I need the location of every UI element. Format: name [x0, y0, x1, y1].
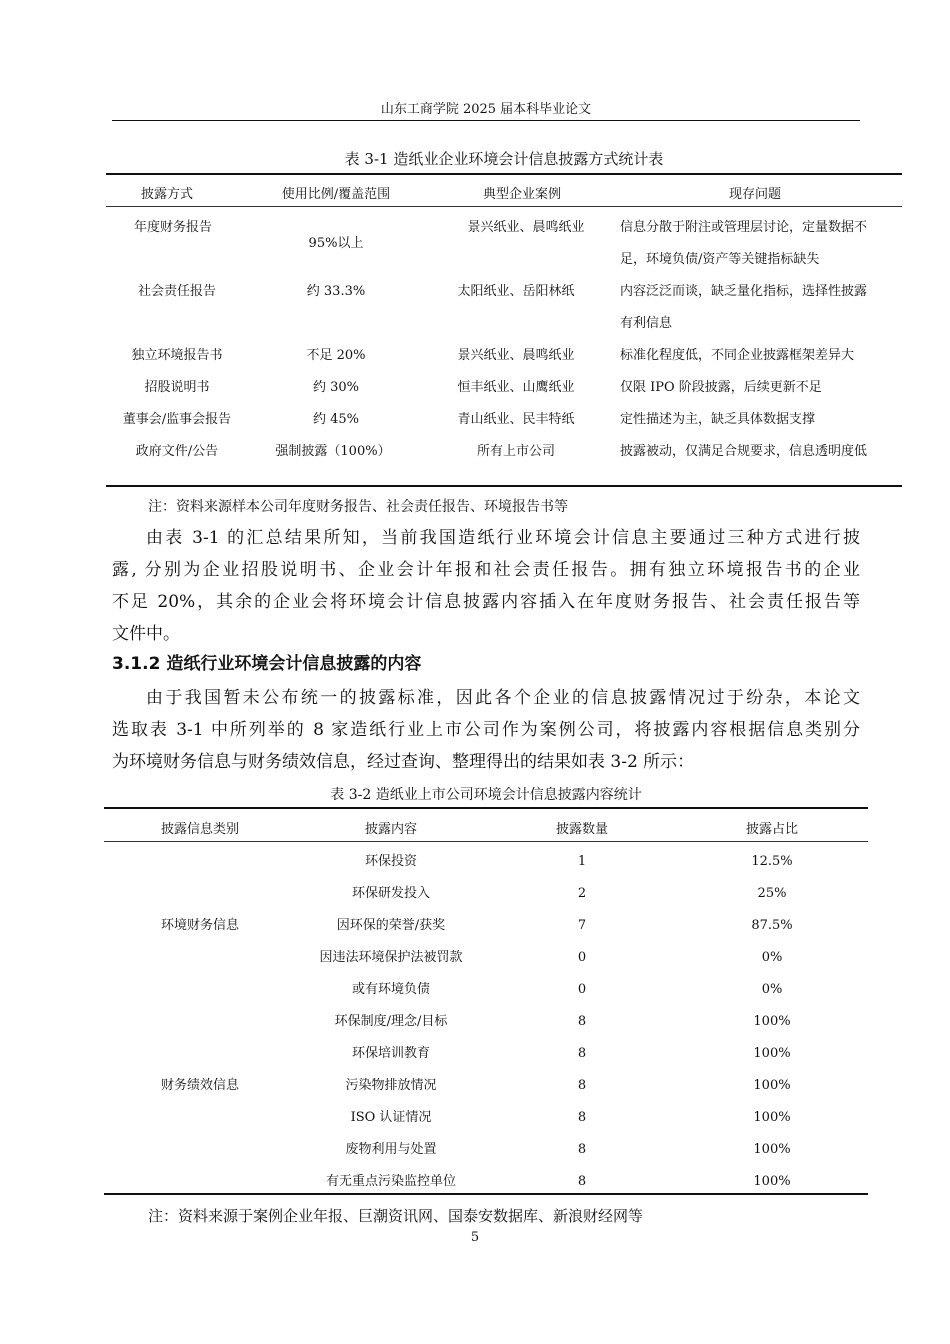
table1-cell-issues: 仅限 IPO 阶段披露，后续更新不足 [620, 380, 822, 395]
table2-cell-content: 环保投资 [364, 854, 418, 869]
table1-cell-ratio: 约 45% [312, 412, 360, 427]
table2-cell-count: 1 [577, 854, 587, 869]
table1-header-rule [106, 206, 902, 207]
table2-category-financial-performance: 财务绩效信息 [160, 1078, 240, 1093]
table2-cell-count: 8 [577, 1078, 587, 1093]
paragraph-line: 文件中。 [112, 624, 180, 644]
table2-cell-count: 8 [577, 1142, 587, 1157]
table1-cell-cases: 景兴纸业、晨鸣纸业 [457, 348, 575, 363]
table2-cell-count: 0 [577, 950, 587, 965]
table1-cell-ratio: 95%以上 [308, 236, 364, 251]
table2-category-env-financial: 环境财务信息 [160, 918, 240, 933]
table2-cell-content: ISO 认证情况 [350, 1110, 432, 1125]
table2-cell-ratio: 87.5% [751, 918, 793, 933]
table2-cell-ratio: 100% [753, 1014, 791, 1029]
table2-cell-ratio: 12.5% [751, 854, 793, 869]
table2-caption: 表 3-2 造纸业上市公司环境会计信息披露内容统计 [330, 787, 642, 803]
table2-cell-ratio: 100% [753, 1110, 791, 1125]
table2-bottom-rule [104, 1193, 868, 1195]
table1-cell-cases: 所有上市公司 [476, 444, 556, 459]
body-paragraph [112, 682, 860, 778]
table2-cell-count: 0 [577, 982, 587, 997]
table1-cell-cases: 恒丰纸业、山鹰纸业 [457, 380, 575, 395]
table1-cell-issues: 信息分散于附注或管理层讨论，定量数据不 [620, 220, 868, 235]
table2-header-rule [104, 841, 868, 842]
table1-col-method: 披露方式 [140, 187, 194, 202]
table2-cell-count: 8 [577, 1110, 587, 1125]
table1-cell-method: 独立环境报告书 [131, 348, 223, 363]
table2-cell-count: 2 [577, 886, 587, 901]
section-heading: 3.1.2 造纸行业环境会计信息披露的内容 [112, 654, 422, 674]
table2-cell-content: 有无重点污染监控单位 [325, 1174, 457, 1189]
paragraph-line: 不足 20%，其余的企业会将环境会计信息披露内容插入在年度财务报告、社会责任报告等 [112, 592, 860, 612]
table1-cell-method: 招股说明书 [144, 380, 210, 395]
table1-bottom-rule [106, 485, 902, 487]
paragraph-line: 为环境财务信息与财务绩效信息，经过查询、整理得出的结果如表 3-2 所示： [112, 752, 695, 772]
body-paragraph [112, 522, 860, 650]
table1-cell-issues-cont: 足，环境负债/资产等关键指标缺失 [620, 252, 820, 267]
table2-col-category: 披露信息类别 [160, 822, 240, 837]
table2-note: 注：资料来源于案例企业年报、巨潮资讯网、国泰安数据库、新浪财经网等 [148, 1207, 644, 1225]
table1-cell-method: 政府文件/公告 [135, 444, 219, 459]
table2-col-ratio: 披露占比 [745, 822, 799, 837]
table1-cell-method: 社会责任报告 [137, 284, 217, 299]
table2-col-count: 披露数量 [555, 822, 609, 837]
table1-cell-ratio: 强制披露（100%） [275, 444, 391, 459]
table1-col-cases: 典型企业案例 [482, 187, 562, 202]
table1-top-rule [106, 173, 902, 175]
table2-cell-count: 8 [577, 1046, 587, 1061]
table1-cell-issues: 披露被动，仅满足合规要求，信息透明度低 [620, 444, 868, 459]
table2-cell-count: 7 [577, 918, 587, 933]
table2-top-rule [104, 807, 868, 809]
table2-cell-content: 污染物排放情况 [345, 1078, 437, 1093]
table2-cell-ratio: 25% [757, 886, 787, 901]
table2-cell-ratio: 0% [761, 950, 783, 965]
table2-cell-content: 环保研发投入 [351, 886, 431, 901]
table2-col-content: 披露内容 [364, 822, 418, 837]
table1-col-ratio: 使用比例/覆盖范围 [281, 187, 391, 202]
table1-cell-method: 年度财务报告 [133, 220, 213, 235]
table1-cell-method: 董事会/监事会报告 [122, 412, 232, 427]
table2-cell-content: 或有环境负债 [351, 982, 431, 997]
table1-cell-issues: 定性描述为主，缺乏具体数据支撑 [620, 412, 816, 427]
table2-cell-count: 8 [577, 1174, 587, 1189]
table2-cell-ratio: 100% [753, 1078, 791, 1093]
table1-cell-ratio: 不足 20% [306, 348, 366, 363]
table1-note: 注：资料来源样本公司年度财务报告、社会责任报告、环境报告书等 [148, 499, 568, 515]
table1-cell-issues: 标准化程度低，不同企业披露框架差异大 [620, 348, 855, 363]
table2-cell-ratio: 100% [753, 1142, 791, 1157]
table1-cell-issues-cont: 有利信息 [620, 316, 673, 331]
page-number: 5 [470, 1230, 480, 1245]
table2-cell-count: 8 [577, 1014, 587, 1029]
table2-cell-ratio: 100% [753, 1046, 791, 1061]
paragraph-line: 由表 3-1 的汇总结果所知，当前我国造纸行业环境会计信息主要通过三种方式进行披 [146, 528, 860, 548]
table2-cell-content: 因违法环境保护法被罚款 [319, 950, 463, 965]
header-rule [112, 120, 860, 121]
paragraph-line: 由于我国暂未公布统一的披露标准，因此各个企业的信息披露情况过于纷杂，本论文 [146, 688, 860, 708]
table1-cell-ratio: 约 30% [312, 380, 360, 395]
table1-cell-cases: 青山纸业、民丰特纸 [457, 412, 575, 427]
table1-cell-issues: 内容泛泛而谈，缺乏量化指标，选择性披露 [620, 284, 868, 299]
table2-cell-content: 因环保的荣誉/获奖 [336, 918, 446, 933]
table1-caption: 表 3-1 造纸业企业环境会计信息披露方式统计表 [344, 150, 664, 168]
table1-cell-cases: 景兴纸业、晨鸣纸业 [467, 220, 585, 235]
table1-cell-cases: 太阳纸业、岳阳林纸 [457, 284, 575, 299]
paragraph-line: 选取表 3-1 中所列举的 8 家造纸行业上市公司作为案例公司，将披露内容根据信息类别分 [112, 720, 860, 740]
table2-cell-content: 环保培训教育 [351, 1046, 431, 1061]
table1-cell-ratio: 约 33.3% [306, 284, 366, 299]
paragraph-line: 露, 分别为企业招股说明书、企业会计年报和社会责任报告。拥有独立环境报告书的企业 [112, 560, 860, 580]
table2-cell-ratio: 0% [761, 982, 783, 997]
table2-cell-content: 废物利用与处置 [345, 1142, 437, 1157]
running-header: 山东工商学院 2025 届本科毕业论文 [380, 102, 592, 117]
table2-cell-ratio: 100% [753, 1174, 791, 1189]
table1-col-issues: 现存问题 [728, 187, 782, 202]
table2-cell-content: 环保制度/理念/目标 [334, 1014, 448, 1029]
